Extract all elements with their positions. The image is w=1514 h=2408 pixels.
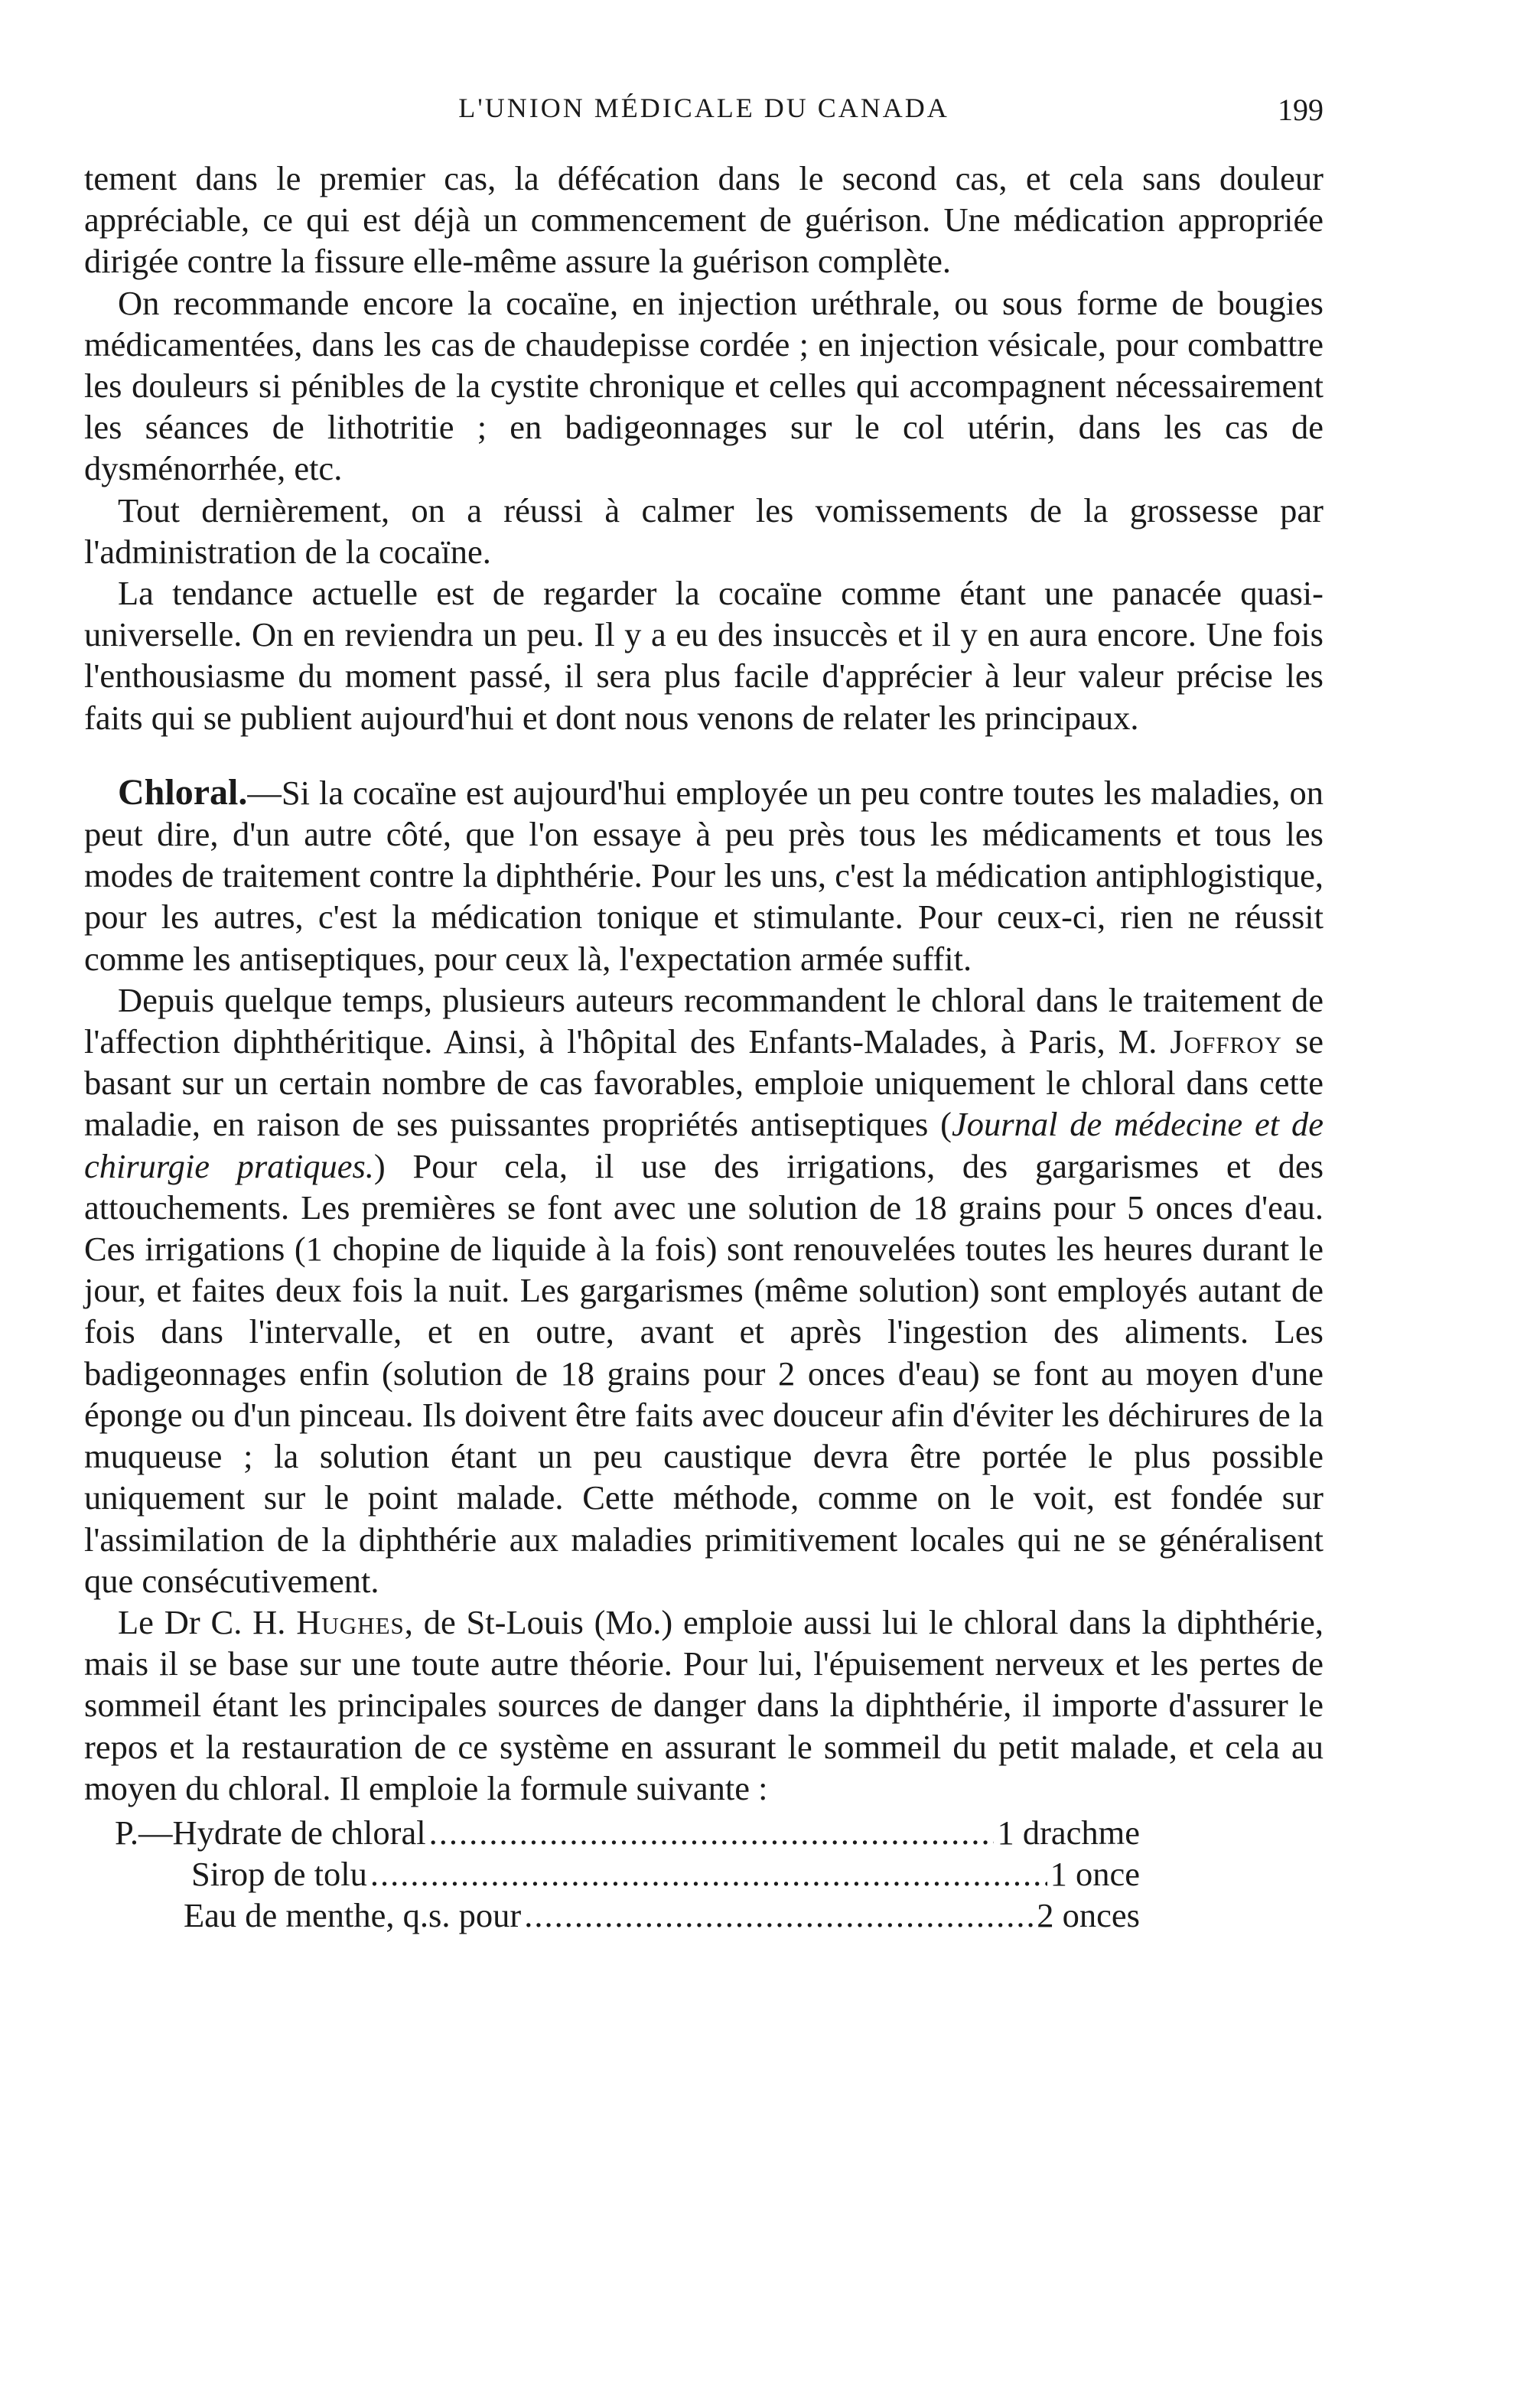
hughes-text-a: Le Dr C. H. [118, 1602, 286, 1641]
paragraph-hughes-method [84, 1602, 1324, 1809]
leader-dots [370, 1853, 1047, 1895]
leader-dots [524, 1895, 1034, 1936]
running-title: L'UNION MÉDICALE DU CANADA [458, 93, 949, 123]
prescription-formula [84, 1812, 1324, 1936]
joffroy-text-c: ) Pour cela, il use des irrigations, des gargarismes et des attouchements. Les premières se font avec une solution de 18 grains pour 5 onces d'eau. Ces irrigations (1 chopine de liquide à la fois) sont renouvelées toutes les heures durant le jour, et faites deux fois la nuit. Les gargarismes (même solution) sont employés autant de fois dans l'intervalle, et en outre, avant et après l'ingestion des aliments. Les badigeonnages enfin (solution de 18 grains pour 2 onces d'eau) se font au moyen d'une éponge ou d'un pinceau. Ils doivent être faits avec douceur afin d'éviter les déchirures de la muqueuse ; la solution étant un peu caustique devra être portée le plus possible uniquement sur le point malade. Cette méthode, comme on le voit, est fondée sur l'assimilation de la diphthérie aux maladies primitivement locales qui ne se généralisent que consécutivement. [84, 1146, 1324, 1600]
paragraph-joffroy-method [84, 979, 1324, 1602]
formula-ingredient: P.—Hydrate de chloral [115, 1813, 426, 1852]
formula-quantity: 1 once [1050, 1854, 1140, 1893]
formula-quantity: 1 drachme [997, 1813, 1140, 1852]
hughes-text-b: , de St-Louis (Mo.) emploie aussi lui le chloral dans la diphthérie, mais il se base sur une toute autre théorie. Pour lui, l'épuisement nerveux et les pertes de sommeil étant les principales sources de danger dans la diphthérie, il importe d'assurer le repos et la restauration de ce système en assurant le sommeil du petit malade, et cela au moyen du chloral. Il emploie la formule suivante : [84, 1602, 1324, 1807]
paragraph-cocaine-panacea: La tendance actuelle est de regarder la cocaïne comme étant une panacée quasi-universelle. On en reviendra un peu. Il y a eu des insuccès et il y en aura encore. Une fois l'enthousiasme du moment passé, il sera plus facile d'apprécier à leur valeur précise les faits qui se publient aujourd'hui et dont nous venons de relater les principaux. [84, 574, 1324, 737]
formula-line [84, 1812, 1140, 1853]
leader-dots [429, 1812, 995, 1853]
formula-line [84, 1853, 1140, 1895]
paragraph-continuation: tement dans le premier cas, la défécation dans le second cas, et cela sans douleur appréciable, ce qui est déjà un commencement de guérison. Une médication appropriée dirigée contre la fissure elle-même assure la guérison complète. [84, 159, 1324, 281]
chloral-intro-text: —Si la cocaïne est aujourd'hui employée un peu contre toutes les maladies, on peut dire, d'un autre côté, que l'on essaye à peu près tous les médicaments et tous les modes de traitement contre la diphthérie. Pour les uns, c'est la médication antiphlogistique, pour les autres, c'est la médication tonique et stimulante. Pour ceux-ci, rien ne réussit comme les antiseptiques, pour ceux là, l'expectation armée suffit. [84, 773, 1324, 978]
joffroy-text-a: Depuis quelque temps, plusieurs auteurs recommandent le chloral dans le traitement de l'affection diphthéritique. Ainsi, à l'hôpital des Enfants-Malades, à Paris, M. [84, 980, 1324, 1061]
running-header [84, 92, 1324, 138]
paragraph-cocaine-uses: On recommande encore la cocaïne, en injection uréthrale, ou sous forme de bougies médicamentées, dans les cas de chaudepisse cordée ; en injection vésicale, pour combattre les douleurs si pénibles de la cystite chronique et celles qui accompagnent nécessairement les séances de lithotritie ; en badigeonnages sur le col utérin, dans les cas de dysménorrhée, etc. [84, 283, 1324, 488]
document-page [84, 92, 1324, 1936]
paragraph-pregnancy-vomiting: Tout dernièrement, on a réussi à calmer les vomissements de la grossesse par l'administration de la cocaïne. [84, 490, 1324, 571]
page-number: 199 [1278, 93, 1324, 127]
joffroy-text-b: se basant sur un certain nombre de cas favorables, emploie uniquement le chloral dans cette maladie, en raison de ses puissantes propriétés antiseptiques ( [84, 1022, 1324, 1144]
author-name-hughes: Hughes [296, 1602, 405, 1641]
formula-ingredient: Eau de menthe, q.s. pour [184, 1895, 522, 1934]
journal-citation: Journal de médecine et de chirurgie pratiques. [84, 1105, 1324, 1185]
section-heading-chloral: Chloral. [118, 771, 248, 813]
formula-line [84, 1895, 1140, 1936]
paragraph-chloral-intro [84, 772, 1324, 979]
formula-quantity: 2 onces [1037, 1895, 1140, 1934]
formula-ingredient: Sirop de tolu [191, 1854, 367, 1893]
author-name-joffroy: Joffroy [1170, 1022, 1282, 1061]
